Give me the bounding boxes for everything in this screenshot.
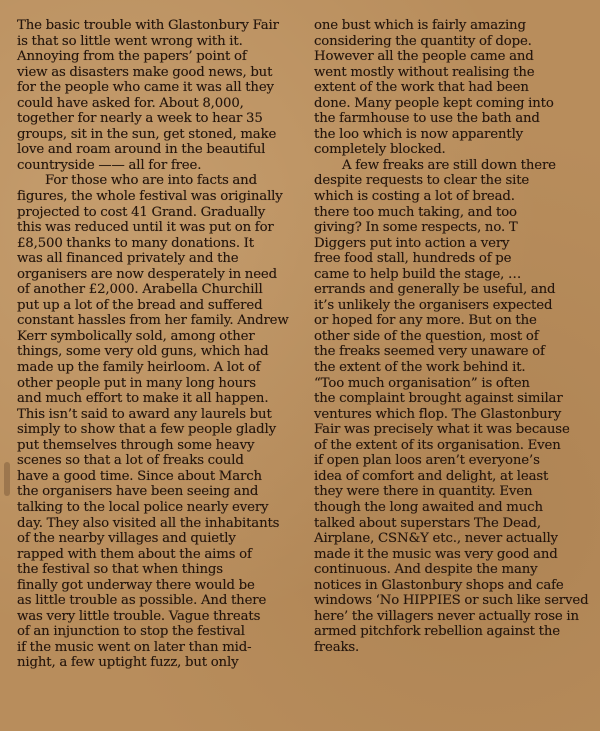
text-line: £8,500 thanks to many donations. It — [17, 235, 254, 251]
text-line: things, some very old guns, which had — [17, 344, 269, 360]
text-line: the freaks seemed very unaware of — [314, 344, 545, 360]
text-line: and much effort to make it all happen. — [17, 391, 269, 407]
text-line: talking to the local police nearly every — [17, 499, 269, 515]
text-line: figures, the whole festival was originally — [17, 189, 283, 205]
text-line: armed pitchfork rebellion against the — [314, 624, 560, 640]
text-line: windows ‘No HIPPIES or such like served — [314, 593, 589, 609]
text-line: The basic trouble with Glastonbury Fair — [17, 18, 279, 33]
text-line: despite requests to clear the site — [314, 173, 530, 189]
text-line: groups, sit in the sun, get stoned, make — [17, 126, 277, 142]
article-left-column — [17, 18, 309, 671]
text-line: organisers are now desperately in need — [17, 266, 278, 282]
text-line: free food stall, hundreds of pe — [314, 251, 512, 267]
text-line: though the long awaited and much — [314, 499, 543, 515]
text-line: here’ the villagers never actually rose in — [314, 608, 579, 624]
text-line: the extent of the work behind it. — [314, 360, 526, 376]
text-line: of the extent of its organisation. Even — [314, 437, 561, 453]
text-line: it’s unlikely the organisers expected — [314, 297, 553, 313]
text-line: love and roam around in the beautiful — [17, 142, 266, 158]
text-line: the complaint brought against similar — [314, 391, 563, 407]
text-line: simply to show that a few people gladly — [17, 422, 276, 438]
text-line: one bust which is fairly amazing — [314, 18, 526, 33]
text-line: if the music went on later than mid- — [17, 639, 252, 655]
text-line: together for nearly a week to hear 35 — [17, 111, 263, 127]
text-line: is that so little went wrong with it. — [17, 33, 243, 49]
text-line: constant hassles from her family. Andrew — [17, 313, 289, 329]
text-line: put up a lot of the bread and suffered — [17, 297, 263, 313]
text-line: night, a few uptight fuzz, but only — [17, 655, 239, 671]
text-line: giving? In some respects, no. T — [314, 220, 518, 236]
text-line: scenes so that a lot of freaks could — [17, 453, 244, 469]
text-line: was all financed privately and the — [17, 251, 239, 267]
text-line: extent of the work that had been — [314, 80, 529, 96]
text-line: day. They also visited all the inhabitants — [17, 515, 280, 531]
text-line: This isn’t said to award any laurels but — [17, 406, 272, 422]
paragraph-start-line: A few freaks are still down there — [342, 157, 556, 173]
text-line: Airplane, CSN&Y etc., never actually — [314, 531, 558, 547]
text-line: Kerr symbolically sold, among other — [17, 328, 255, 344]
text-line: there too much taking, and too — [314, 204, 517, 220]
text-line: the farmhouse to use the bath and — [314, 111, 540, 127]
text-line: have a good time. Since about March — [17, 468, 262, 484]
text-line: considering the quantity of dope. — [314, 33, 532, 49]
text-line: which is costing a lot of bread. — [314, 189, 515, 205]
text-line: of another £2,000. Arabella Churchill — [17, 282, 263, 298]
text-line: continuous. And despite the many — [314, 562, 538, 578]
text-line: freaks. — [314, 639, 360, 655]
text-line: “Too much organisation” is often — [314, 375, 530, 391]
text-line: the loo which is now apparently — [314, 126, 524, 142]
text-line: view as disasters make good news, but — [17, 64, 273, 80]
text-line: projected to cost 41 Grand. Gradually — [17, 204, 266, 220]
text-line: However all the people came and — [314, 49, 534, 65]
text-line: countryside —— all for free. — [17, 157, 202, 173]
paragraph-start-line: For those who are into facts and — [45, 173, 257, 189]
text-line: as little trouble as possible. And there — [17, 593, 267, 609]
text-line: errands and generally be useful, and — [314, 282, 556, 298]
text-line: talked about superstars The Dead, — [314, 515, 541, 531]
text-line: Annoying from the papers’ point of — [17, 49, 247, 65]
text-line: rapped with them about the aims of — [17, 546, 252, 562]
text-line: completely blocked. — [314, 142, 446, 158]
text-line: other side of the question, most of — [314, 328, 539, 344]
text-line: for the people who came it was all they — [17, 80, 274, 96]
text-line: other people put in many long hours — [17, 375, 256, 391]
text-line: or hoped for any more. But on the — [314, 313, 537, 329]
text-line: went mostly without realising the — [314, 64, 535, 80]
text-line: ventures which flop. The Glastonbury — [314, 406, 562, 422]
article-right-column — [314, 18, 600, 655]
text-line: the organisers have been seeing and — [17, 484, 259, 500]
text-line: this was reduced until it was put on for — [17, 220, 274, 236]
text-line: Diggers put into action a very — [314, 235, 510, 251]
text-line: they were there in quantity. Even — [314, 484, 533, 500]
ink-smudge — [4, 462, 10, 496]
text-line: if open plan loos aren’t everyone’s — [314, 453, 540, 469]
text-line: was very little trouble. Vague threats — [17, 608, 261, 624]
text-line: made it the music was very good and — [314, 546, 558, 562]
text-line: could have asked for. About 8,000, — [17, 95, 244, 111]
text-line: made up the family heirloom. A lot of — [17, 360, 261, 376]
text-line: came to help build the stage, … — [314, 266, 522, 282]
text-line: finally got underway there would be — [17, 577, 255, 593]
text-line: of an injunction to stop the festival — [17, 624, 245, 640]
text-line: put themselves through some heavy — [17, 437, 255, 453]
text-line: the festival so that when things — [17, 562, 223, 578]
text-line: Fair was precisely what it was because — [314, 422, 570, 438]
text-line: idea of comfort and delight, at least — [314, 468, 549, 484]
text-line: done. Many people kept coming into — [314, 95, 554, 111]
text-line: of the nearby villages and quietly — [17, 531, 236, 547]
text-line: notices in Glastonbury shops and cafe — [314, 577, 564, 593]
